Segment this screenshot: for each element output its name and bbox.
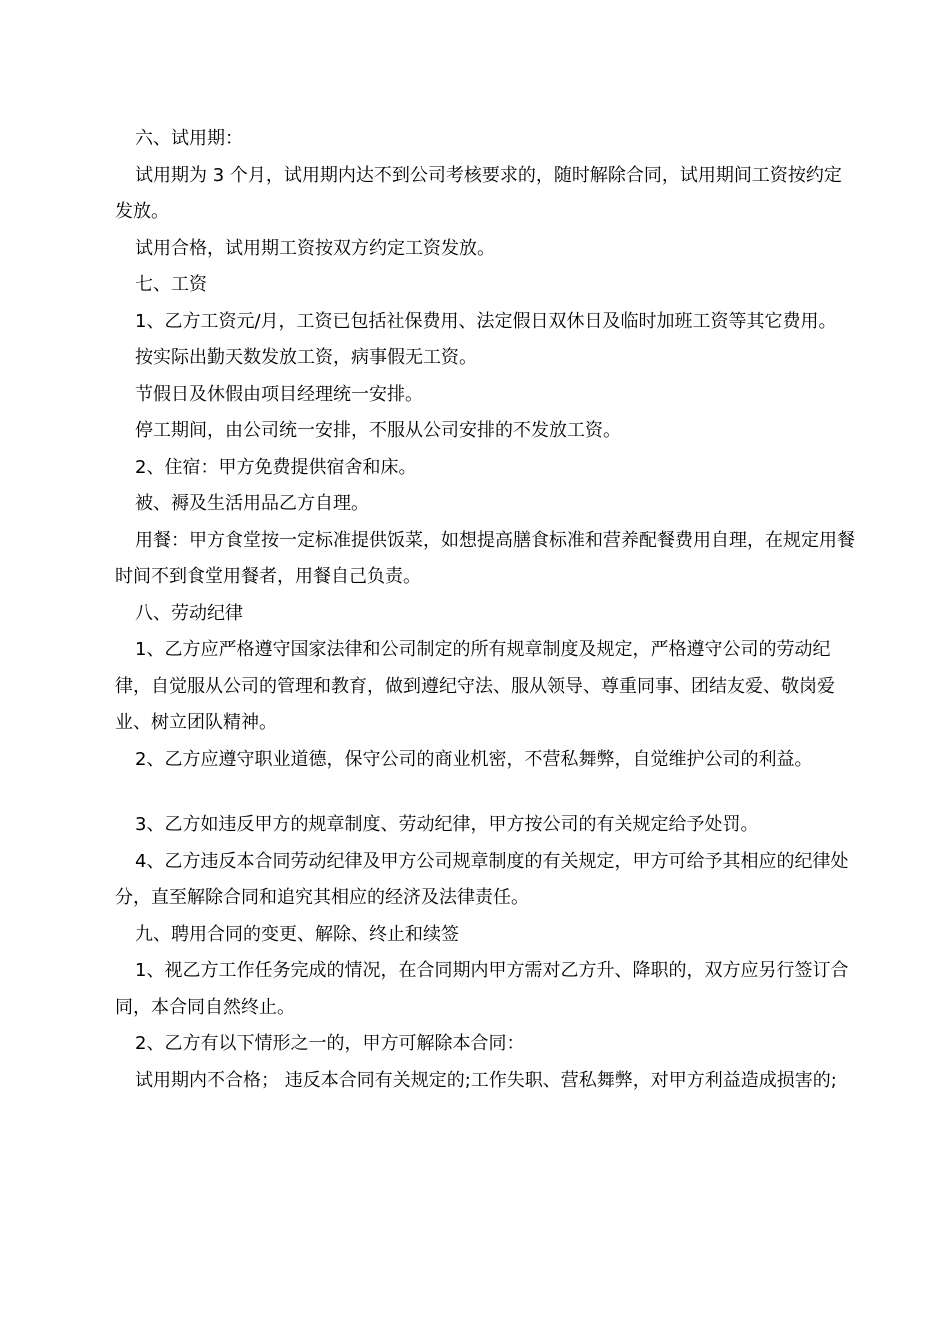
paragraph-salary-amount: 1、乙方工资元/月，工资已包括社保费用、法定假日双休日及临时加班工资等其它费用。	[135, 310, 837, 332]
document-body	[115, 121, 855, 1099]
paragraph-probation-pass: 试用合格，试用期工资按双方约定工资发放。	[135, 237, 495, 259]
paragraph-gap	[115, 778, 855, 807]
paragraph-holidays: 节假日及休假由项目经理统一安排。	[135, 383, 423, 405]
paragraph-discipline-3: 3、乙方如违反甲方的规章制度、劳动纪律，甲方按公司的有关规定给予处罚。	[135, 814, 759, 835]
paragraph-contract-change-1: 1、视乙方工作任务完成的情况，在合同期内甲方需对乙方升、降职的，双方应另行签订合同，本合同自然终止。	[115, 960, 849, 1018]
section-heading-salary: 七、工资	[135, 274, 207, 295]
section-heading-discipline: 八、劳动纪律	[135, 602, 243, 624]
paragraph-discipline-1: 1、乙方应严格遵守国家法律和公司制定的所有规章制度及规定，严格遵守公司的劳动纪律，自觉服从公司的管理和教育，做到遵纪守法、服从领导、尊重同事、团结友爱、敬岗爱业、树立团队精神。	[115, 639, 835, 733]
paragraph-work-stoppage: 停工期间，由公司统一安排，不服从公司安排的不发放工资。	[135, 420, 621, 441]
paragraph-accommodation: 2、住宿：甲方免费提供宿舍和床。	[135, 456, 417, 478]
paragraph-bedding: 被、褥及生活用品乙方自理。	[135, 493, 369, 514]
paragraph-discipline-4: 4、乙方违反本合同劳动纪律及甲方公司规章制度的有关规定，甲方可给予其相应的纪律处分，直至解除合同和追究其相应的经济及法律责任。	[115, 850, 849, 908]
paragraph-discipline-2: 2、乙方应遵守职业道德，保守公司的商业机密，不营私舞弊，自觉维护公司的利益。	[135, 748, 813, 770]
section-heading-probation: 六、试用期：	[135, 128, 243, 149]
paragraph-termination-conditions: 试用期内不合格； 违反本合同有关规定的;工作失职、营私舞弊，对甲方利益造成损害的;	[135, 1069, 837, 1091]
paragraph-probation-term: 试用期为 3 个月，试用期内达不到公司考核要求的，随时解除合同，试用期间工资按约定发放。	[115, 164, 842, 222]
paragraph-contract-change-2: 2、乙方有以下情形之一的，甲方可解除本合同：	[135, 1033, 525, 1054]
paragraph-salary-attendance: 按实际出勤天数发放工资，病事假无工资。	[135, 347, 477, 368]
section-heading-contract-changes: 九、聘用合同的变更、解除、终止和续签	[135, 923, 459, 945]
paragraph-meals: 用餐：甲方食堂按一定标准提供饭菜，如想提高膳食标准和营养配餐费用自理，在规定用餐时间不到食堂用餐者，用餐自己负责。	[115, 529, 855, 587]
